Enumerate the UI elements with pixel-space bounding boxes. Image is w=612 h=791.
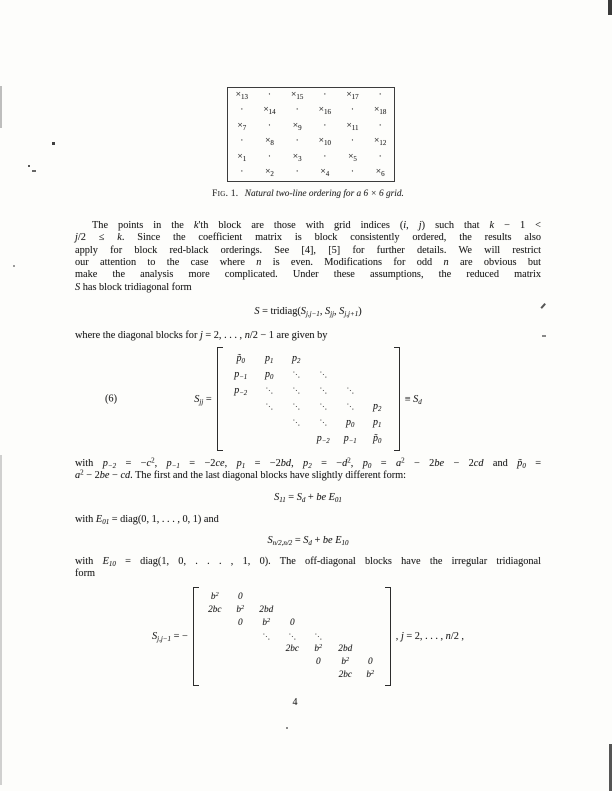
grid-cell: · [378, 151, 382, 162]
matrix-sjjm1 [202, 591, 382, 682]
equation-6 [75, 347, 541, 451]
matrix-cell: ⋱ [292, 386, 300, 396]
matrix-sjj [226, 351, 391, 447]
grid-cell: · [350, 166, 355, 177]
matrix-cell: 0 [237, 617, 243, 628]
matrix-bracket-right-icon [385, 587, 391, 686]
scan-speck [540, 303, 545, 308]
grid-cell: · [295, 166, 299, 177]
text-line: j/2 ≤ k. Since the coefficient matrix is block consistently ordered, the results also [75, 232, 541, 244]
grid-cell: $\times_7$ [237, 120, 247, 132]
matrix-cell: ⋱ [265, 402, 273, 412]
matrix-cell: ⋱ [319, 402, 327, 412]
matrix-cell: $b^2$ [341, 655, 350, 667]
matrix-cell: ⋱ [319, 418, 327, 428]
matrix-cell: 0 [237, 591, 243, 602]
equation-offdiagonal [75, 587, 541, 686]
grid-cell: · [378, 120, 382, 131]
matrix-cell: 0 [367, 656, 373, 667]
grid-cell: · [323, 151, 327, 162]
matrix-cell: ⋱ [288, 631, 297, 641]
scan-speck [286, 727, 288, 729]
equation-number: (6) [105, 393, 118, 405]
matrix-cell: ⋱ [292, 402, 300, 412]
grid-cell: $\times_{16}$ [318, 105, 331, 117]
scan-speck [542, 335, 546, 337]
matrix-cell: $p_2$ [372, 401, 382, 413]
grid-cell: $\times_4$ [320, 166, 330, 178]
matrix-cell: ⋱ [319, 370, 327, 380]
text-line: S has block tridiagonal form [75, 281, 192, 293]
equation-6-lhs: $S_{jj}$ = [194, 393, 212, 406]
matrix-cell: ⋱ [314, 631, 323, 641]
matrix-cell: $p_{-1}$ [234, 369, 248, 381]
matrix-cell: ⋱ [346, 386, 354, 396]
scan-edge-artifact [0, 86, 2, 128]
text-line: form [75, 568, 96, 580]
matrix-cell: $b^2$ [314, 642, 323, 654]
grid-cell: $\times_{11}$ [346, 120, 359, 132]
text-line: our attention to the case where n is even. Modifications for odd n are obvious but [75, 257, 541, 269]
grid-cell: $\times_{10}$ [318, 136, 331, 148]
matrix-bracket-left-icon [217, 347, 223, 451]
grid-cell: · [295, 136, 299, 147]
equation-sn2: $S_{n/2,n/2} = S_d$ + be $E_{10}$ [267, 535, 349, 547]
matrix-cell: 0 [315, 656, 321, 667]
text-line: with $E_{10}$ = diag(1, 0, . . . , 1, 0). The off-diagonal blocks have the irregular tridiagonal [75, 556, 541, 568]
text-line: make the analysis more complicated. Under these assumptions, the reduced matrix [75, 269, 541, 281]
matrix-cell: $p̃_0$ [236, 353, 245, 365]
equation-6-rhs: ≡ $S_d$ [404, 393, 422, 406]
scan-edge-artifact [608, 0, 612, 15]
grid-cell: · [323, 89, 327, 100]
matrix-cell: 2bc [338, 669, 352, 680]
grid-cell: · [295, 105, 299, 116]
grid-cell: · [240, 136, 244, 147]
matrix-cell: $p_0$ [264, 369, 274, 381]
scan-speck [32, 170, 36, 172]
grid-cell: · [267, 89, 272, 100]
text-line: $a^2 - 2be$ − cd. The first and the last diagonal blocks have slightly different form: [75, 468, 407, 482]
grid-cell: $\times_5$ [348, 151, 357, 163]
figure-caption-text: Natural two-line ordering for a 6 × 6 grid. [244, 189, 404, 199]
matrix-cell: 2bc [208, 604, 222, 615]
matrix-cell: ⋱ [292, 370, 300, 380]
equation-tridiag: $S = tridiag(S_{j,j-1}$, $S_{jj}$, $S_{j,j+1}$) [254, 306, 362, 318]
grid-cell: · [267, 120, 272, 131]
equation-off-rhs: , j = 2, . . . , n/2 , [395, 631, 464, 642]
scan-speck [52, 142, 55, 145]
matrix-cell: $p_0$ [345, 417, 355, 429]
matrix-cell: $p_1$ [372, 417, 382, 429]
grid-cell: $\times_{18}$ [373, 105, 387, 117]
paragraph-2 [75, 458, 541, 483]
matrix-cell: $p̃_0$ [372, 433, 382, 445]
grid-cell: $\times_8$ [265, 136, 274, 148]
figure-caption-label: Fig. 1. [212, 189, 239, 199]
matrix-cell: $p_1$ [264, 353, 274, 365]
matrix-cell: ⋱ [262, 631, 271, 641]
figure-grid [227, 87, 395, 182]
grid-cell: · [350, 136, 355, 147]
grid-cell: $\times_9$ [292, 120, 302, 132]
grid-cell: $\times_1$ [237, 151, 247, 163]
matrix-cell: $p_{-2}$ [234, 385, 248, 397]
matrix-cell: ⋱ [346, 402, 354, 412]
paragraph-1 [75, 220, 541, 294]
text-line: with $p_{-2} = -c^2$, $p_{-1} = -2ce$, $p_1 = -2bd$, $p_2 = -d^2$, $p_0 = a^2 - 2be - 2cd$ and $p̃_0$ = [75, 456, 542, 470]
grid-cell: $\times_2$ [265, 166, 274, 178]
scan-speck [13, 265, 15, 267]
matrix-cell: $p_{-2}$ [316, 433, 330, 445]
matrix-cell: ⋱ [319, 386, 327, 396]
matrix-cell: ⋱ [265, 386, 273, 396]
grid-cell: · [323, 120, 327, 131]
text-line: apply for block red-black orderings. See [4], [5] for further details. We will restrict [75, 244, 541, 256]
grid-cell: $\times_{13}$ [235, 89, 248, 102]
scan-speck [28, 165, 30, 167]
matrix-cell: 0 [289, 617, 295, 628]
matrix-cell: $b^2$ [210, 590, 219, 602]
figure-caption [75, 189, 541, 199]
matrix-cell: $b^2$ [236, 603, 245, 615]
matrix-bracket-right-icon [394, 347, 400, 451]
grid-cell: $\times_{12}$ [373, 136, 387, 148]
grid-cell: $\times_3$ [292, 151, 302, 163]
page-number: 4 [292, 697, 298, 708]
grid-cell: $\times_{17}$ [346, 89, 359, 102]
grid-cell: $\times_{14}$ [263, 105, 276, 117]
matrix-bracket-left-icon [193, 587, 199, 686]
text-line-e01: with $E_{01}$ = diag(0, 1, . . . , 0, 1) and [75, 514, 219, 526]
matrix-cell: $b^2$ [262, 616, 271, 628]
matrix-cell: $p_2$ [291, 353, 301, 365]
grid-cell: · [240, 166, 244, 177]
matrix-cell: 2bc [285, 643, 299, 654]
paragraph-3 [75, 556, 541, 581]
grid-cell: · [267, 151, 272, 162]
grid-cell: $\times_6$ [375, 166, 385, 178]
matrix-cell: ⋱ [292, 418, 300, 428]
matrix-cell: $p_{-1}$ [343, 433, 357, 445]
equation-s11: $S_{11} = S_d$ + be $E_{01}$ [274, 492, 342, 504]
grid-cell: · [378, 89, 382, 100]
equation-off-lhs: $S_{j,j-1}$ = − [151, 631, 188, 643]
grid-cell: $\times_{15}$ [290, 89, 304, 102]
grid-cell: · [240, 105, 244, 116]
scan-edge-artifact [0, 455, 2, 785]
grid-cell: · [350, 105, 355, 116]
text-line-where: where the diagonal blocks for j = 2, . . . , n/2 − 1 are given by [75, 330, 328, 341]
matrix-cell: $b^2$ [366, 668, 375, 680]
matrix-cell: 2bd [259, 604, 274, 615]
matrix-cell: 2bd [338, 643, 353, 654]
text-line: The points in the k'th block are those with grid indices (i, j) such that k − 1 < [92, 220, 541, 231]
